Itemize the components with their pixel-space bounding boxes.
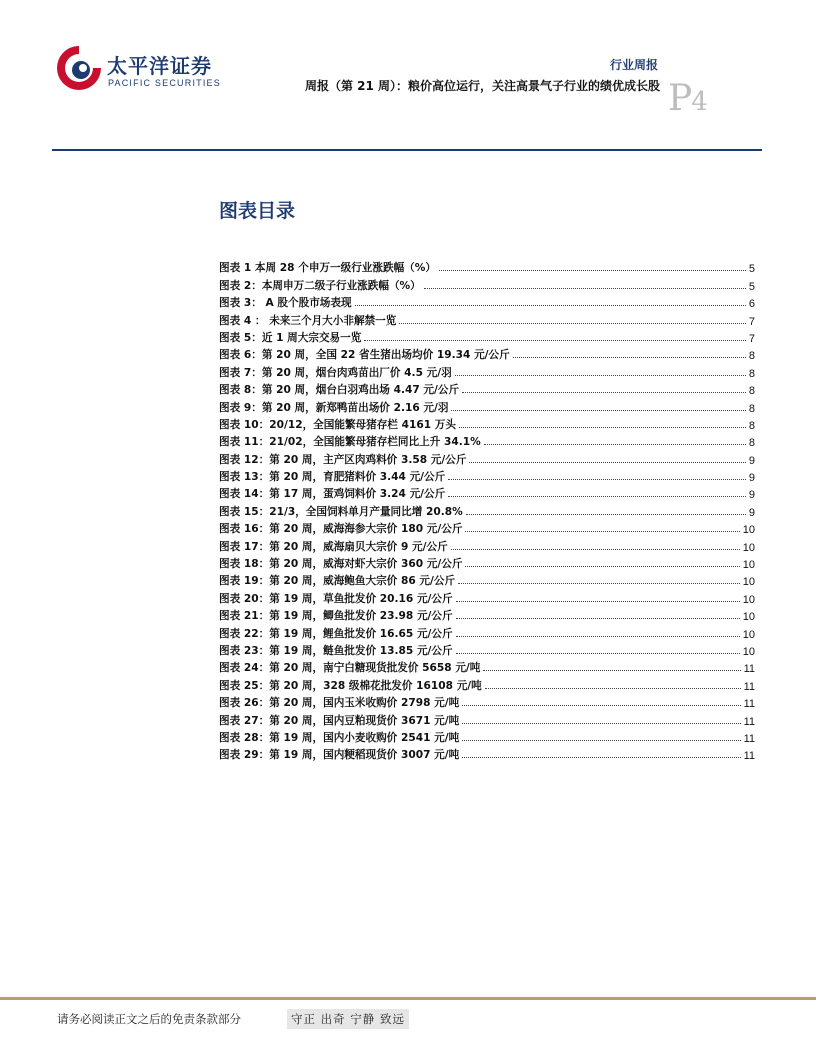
toc-entry-title: 图表 18：第 20 周，威海对虾大宗价 360 元/公斤 — [219, 558, 463, 571]
toc-dot-leader — [462, 740, 740, 741]
toc-dot-leader — [451, 410, 745, 411]
toc-entry-page: 8 — [748, 419, 755, 432]
toc-entry-title: 图表 5：近 1 周大宗交易一览 — [219, 331, 362, 344]
toc-entry-page: 8 — [748, 367, 755, 380]
toc-dot-leader — [456, 636, 740, 637]
toc-dot-leader — [469, 462, 745, 463]
toc-entry-title: 图表 17：第 20 周，威海扇贝大宗价 9 元/公斤 — [219, 540, 448, 553]
toc-entry-title: 图表 28：第 19 周，国内小麦收购价 2541 元/吨 — [219, 731, 460, 744]
toc-entry-page: 11 — [743, 732, 755, 745]
toc-dot-leader — [459, 427, 746, 428]
toc-entry[interactable] — [219, 623, 755, 640]
toc-entry-title: 图表 3： A 股个股市场表现 — [219, 297, 352, 310]
toc-entry-page: 10 — [742, 628, 755, 641]
toc-entry-page: 9 — [748, 506, 755, 519]
toc-entry[interactable] — [219, 606, 755, 623]
toc-entry-title: 图表 27：第 20 周，国内豆粕现货价 3671 元/吨 — [219, 714, 460, 727]
toc-entry-title: 图表 25：第 20 周，328 级棉花批发价 16108 元/吨 — [219, 679, 482, 692]
report-title: 周报（第 21 周）：粮价高位运行，关注高景气子行业的绩优成长股 — [304, 79, 660, 93]
toc-entry-page: 11 — [743, 698, 755, 711]
toc-entry-page: 6 — [748, 298, 755, 311]
toc-entry-page: 10 — [742, 576, 755, 589]
toc-entry-page: 5 — [748, 280, 755, 293]
toc-entry-page: 7 — [748, 332, 755, 345]
toc-entry[interactable] — [219, 675, 755, 692]
toc-entry[interactable] — [219, 588, 755, 605]
toc-entry-title: 图表 11：21/02，全国能繁母猪存栏同比上升 34.1% — [219, 436, 481, 449]
toc-entry-title: 图表 12：第 20 周，主产区肉鸡料价 3.58 元/公斤 — [219, 453, 467, 466]
toc-entry-title: 图表 16：第 20 周，威海海参大宗价 180 元/公斤 — [219, 523, 463, 536]
toc-entry[interactable] — [219, 328, 755, 345]
toc-entry-page: 9 — [748, 454, 755, 467]
toc-dot-leader — [465, 531, 739, 532]
logo-chinese-name: 太平洋证券 — [107, 54, 212, 78]
toc-entry[interactable] — [219, 293, 755, 310]
toc-entry-page: 9 — [748, 472, 755, 485]
toc-entry[interactable] — [219, 397, 755, 414]
toc-entry[interactable] — [219, 415, 755, 432]
toc-entry[interactable] — [219, 554, 755, 571]
toc-entry-title: 图表 1 本周 28 个申万一级行业涨跌幅（%） — [219, 262, 436, 275]
toc-entry-page: 10 — [742, 559, 755, 572]
toc-entry[interactable] — [219, 728, 755, 745]
toc-dot-leader — [456, 653, 740, 654]
toc-entry[interactable] — [219, 345, 755, 362]
toc-entry-title: 图表 14：第 17 周，蛋鸡饲料价 3.24 元/公斤 — [219, 488, 446, 501]
page-letter: P — [668, 78, 692, 119]
toc-entry-page: 11 — [743, 680, 755, 693]
toc-entry-title: 图表 15：21/3，全国饲料单月产量同比增 20.8% — [219, 505, 463, 518]
toc-entry-title: 图表 7：第 20 周，烟台肉鸡苗出厂价 4.5 元/羽 — [219, 366, 452, 379]
toc-entry[interactable] — [219, 710, 755, 727]
toc-entry-page: 10 — [742, 524, 755, 537]
toc-dot-leader — [455, 375, 746, 376]
toc-entry-page: 5 — [748, 263, 755, 276]
toc-dot-leader — [456, 601, 740, 602]
toc-entry[interactable] — [219, 258, 755, 275]
toc-entry-page: 10 — [742, 645, 755, 658]
toc-entry-title: 图表 23：第 19 周，鲢鱼批发价 13.85 元/公斤 — [219, 644, 453, 657]
toc-entry[interactable] — [219, 484, 755, 501]
toc-entry[interactable] — [219, 449, 755, 466]
toc-entry-page: 7 — [748, 315, 755, 328]
toc-entry-page: 8 — [748, 385, 755, 398]
toc-dot-leader — [448, 479, 746, 480]
footer-disclaimer: 请务必阅读正文之后的免责条款部分 — [57, 1012, 241, 1026]
toc-entry-title: 图表 4 ： 未来三个月大小非解禁一览 — [219, 314, 397, 327]
toc-dot-leader — [462, 757, 740, 758]
header-divider — [52, 149, 762, 151]
toc-entry-title: 图表 21：第 19 周，鲫鱼批发价 23.98 元/公斤 — [219, 610, 453, 623]
toc-entry-title: 图表 26：第 20 周，国内玉米收购价 2798 元/吨 — [219, 697, 460, 710]
toc-entry-page: 9 — [748, 489, 755, 502]
toc-dot-leader — [462, 392, 746, 393]
toc-entry[interactable] — [219, 362, 755, 379]
report-category: 行业周报 — [609, 58, 658, 72]
toc-entry[interactable] — [219, 432, 755, 449]
footer-motto: 守正 出奇 宁静 致远 — [287, 1009, 409, 1029]
footer-divider — [0, 997, 816, 1000]
toc-entry[interactable] — [219, 571, 755, 588]
toc-entry-title: 图表 22：第 19 周，鲤鱼批发价 16.65 元/公斤 — [219, 627, 453, 640]
toc-entry-title: 图表 9：第 20 周，新郑鸭苗出场价 2.16 元/羽 — [219, 401, 449, 414]
toc-entry-title: 图表 20：第 19 周，草鱼批发价 20.16 元/公斤 — [219, 592, 453, 605]
toc-entry[interactable] — [219, 467, 755, 484]
toc-entry-page: 8 — [748, 350, 755, 363]
toc-entry-title: 图表 8：第 20 周，烟台白羽鸡出场 4.47 元/公斤 — [219, 384, 460, 397]
toc-entry[interactable] — [219, 380, 755, 397]
toc-entry-page: 11 — [743, 750, 755, 763]
toc-dot-leader — [513, 357, 746, 358]
toc-dot-leader — [462, 723, 740, 724]
toc-entry[interactable] — [219, 501, 755, 518]
toc-entry-title: 图表 10：20/12，全国能繁母猪存栏 4161 万头 — [219, 418, 456, 431]
toc-entry-page: 8 — [748, 402, 755, 415]
toc-entry-page: 11 — [743, 663, 755, 676]
page-number — [668, 78, 707, 119]
toc-dot-leader — [485, 688, 741, 689]
toc-entry[interactable] — [219, 641, 755, 658]
toc-entry[interactable] — [219, 658, 755, 675]
toc-dot-leader — [448, 496, 746, 497]
page-digit: 4 — [691, 87, 707, 117]
toc-dot-leader — [364, 340, 746, 341]
toc-entry[interactable] — [219, 745, 755, 762]
toc-entry[interactable] — [219, 536, 755, 553]
toc-dot-leader — [355, 305, 746, 306]
toc-entry[interactable] — [219, 519, 755, 536]
toc-dot-leader — [439, 270, 746, 271]
toc-dot-leader — [483, 670, 740, 671]
toc-list — [219, 258, 755, 762]
toc-entry-page: 10 — [742, 593, 755, 606]
toc-dot-leader — [399, 323, 746, 324]
toc-entry-page: 10 — [742, 611, 755, 624]
toc-entry-page: 8 — [748, 437, 755, 450]
toc-entry-title: 图表 29：第 19 周，国内粳稻现货价 3007 元/吨 — [219, 749, 460, 762]
toc-entry-title: 图表 13：第 20 周，育肥猪料价 3.44 元/公斤 — [219, 471, 446, 484]
toc-dot-leader — [466, 514, 746, 515]
toc-entry-title: 图表 6：第 20 周，全国 22 省生猪出场均价 19.34 元/公斤 — [219, 349, 510, 362]
toc-dot-leader — [456, 618, 740, 619]
company-logo — [53, 42, 221, 94]
toc-entry-title: 图表 2：本周申万二级子行业涨跌幅（%） — [219, 279, 421, 292]
toc-dot-leader — [462, 705, 740, 706]
toc-entry-page: 10 — [742, 541, 755, 554]
toc-entry[interactable] — [219, 275, 755, 292]
toc-heading: 图表目录 — [219, 200, 296, 222]
toc-dot-leader — [458, 583, 740, 584]
toc-dot-leader — [484, 444, 746, 445]
logo-english-name: PACIFIC SECURITIES — [108, 78, 221, 88]
toc-entry-page: 11 — [743, 715, 755, 728]
toc-dot-leader — [465, 566, 739, 567]
toc-dot-leader — [424, 288, 746, 289]
toc-entry[interactable] — [219, 310, 755, 327]
toc-entry-title: 图表 19：第 20 周，威海鲍鱼大宗价 86 元/公斤 — [219, 575, 456, 588]
toc-dot-leader — [451, 549, 740, 550]
pacific-securities-logo-icon — [53, 42, 105, 94]
toc-entry-title: 图表 24：第 20 周，南宁白糖现货批发价 5658 元/吨 — [219, 662, 481, 675]
toc-entry[interactable] — [219, 693, 755, 710]
